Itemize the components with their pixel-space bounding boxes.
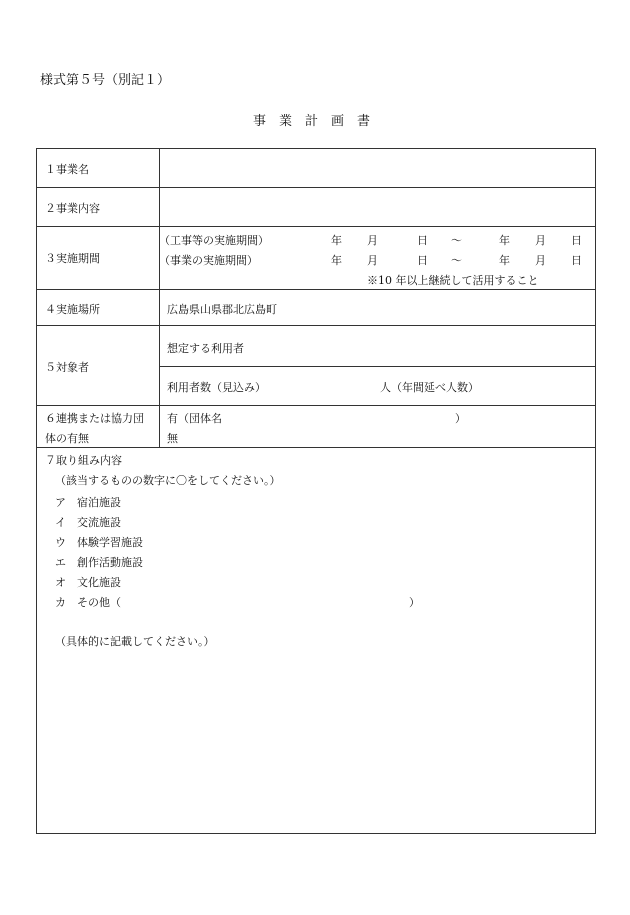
project-end-month: 月 (535, 254, 546, 267)
row-divider-6 (37, 447, 595, 448)
construction-start-year: 年 (331, 234, 342, 247)
document-title: 事業計画書 (252, 114, 383, 129)
user-count-unit: 人（年間延べ人数） (380, 381, 479, 394)
partner-yes-option[interactable]: 有（団体名 (167, 412, 222, 425)
row-divider-2 (37, 226, 595, 227)
activity-mark-ka[interactable]: カ (55, 596, 66, 609)
detail-instruction: （具体的に記載してください。） (55, 635, 215, 648)
activity-mark-o[interactable]: オ (55, 576, 66, 589)
expected-users-label: 想定する利用者 (167, 342, 244, 355)
project-name-field[interactable] (167, 161, 587, 177)
construction-tilde: ～ (451, 234, 462, 247)
row-divider-4 (37, 325, 595, 326)
project-start-month: 月 (367, 254, 378, 267)
target-label: ５対象者 (45, 361, 89, 374)
activity-text-a: 宿泊施設 (77, 496, 121, 509)
construction-end-month: 月 (535, 234, 546, 247)
form-number: 様式第５号（別記１） (40, 73, 171, 88)
project-period-label: （事業の実施期間） (159, 254, 258, 267)
activity-mark-a[interactable]: ア (55, 496, 66, 509)
partner-yes-close: ） (455, 412, 466, 425)
activities-label: ７取り組み内容 (45, 454, 122, 467)
period-note: ※10 年以上継続して活用すること (367, 274, 539, 287)
project-start-day: 日 (417, 254, 428, 267)
construction-period-label: （工事等の実施期間） (159, 234, 269, 247)
location-value: 広島県山県郡北広島町 (167, 303, 277, 316)
label-column-divider (159, 149, 160, 447)
plan-table (36, 148, 596, 834)
user-count-label: 利用者数（見込み） (167, 381, 266, 394)
construction-end-year: 年 (499, 234, 510, 247)
project-end-year: 年 (499, 254, 510, 267)
activity-mark-u[interactable]: ウ (55, 536, 66, 549)
construction-start-month: 月 (367, 234, 378, 247)
row-divider-5 (37, 405, 595, 406)
partner-label-line2: 体の有無 (45, 432, 89, 445)
activity-text-i: 交流施設 (77, 516, 121, 529)
project-content-field[interactable] (167, 200, 587, 216)
project-start-year: 年 (331, 254, 342, 267)
activity-mark-e[interactable]: エ (55, 556, 66, 569)
activity-text-u: 体験学習施設 (77, 536, 143, 549)
partner-no-option[interactable]: 無 (167, 432, 178, 445)
project-content-label: ２事業内容 (45, 202, 100, 215)
activity-text-e: 創作活動施設 (77, 556, 143, 569)
project-name-label: １事業名 (45, 163, 89, 176)
activities-instruction: （該当するものの数字に〇をしてください。） (55, 474, 281, 487)
construction-start-day: 日 (417, 234, 428, 247)
activity-other-close: ） (409, 596, 420, 609)
period-label: ３実施期間 (45, 252, 100, 265)
row-divider-3 (37, 289, 595, 290)
project-end-day: 日 (571, 254, 582, 267)
project-tilde: ～ (451, 254, 462, 267)
location-label: ４実施場所 (45, 303, 100, 316)
partner-label-line1: ６連携または協力団 (45, 412, 144, 425)
activity-mark-i[interactable]: イ (55, 516, 66, 529)
construction-end-day: 日 (571, 234, 582, 247)
row-divider-target-inner (159, 366, 595, 367)
row-divider-1 (37, 187, 595, 188)
activity-text-o: 文化施設 (77, 576, 121, 589)
detail-area[interactable] (55, 654, 575, 824)
activity-text-ka: その他（ (77, 596, 121, 609)
